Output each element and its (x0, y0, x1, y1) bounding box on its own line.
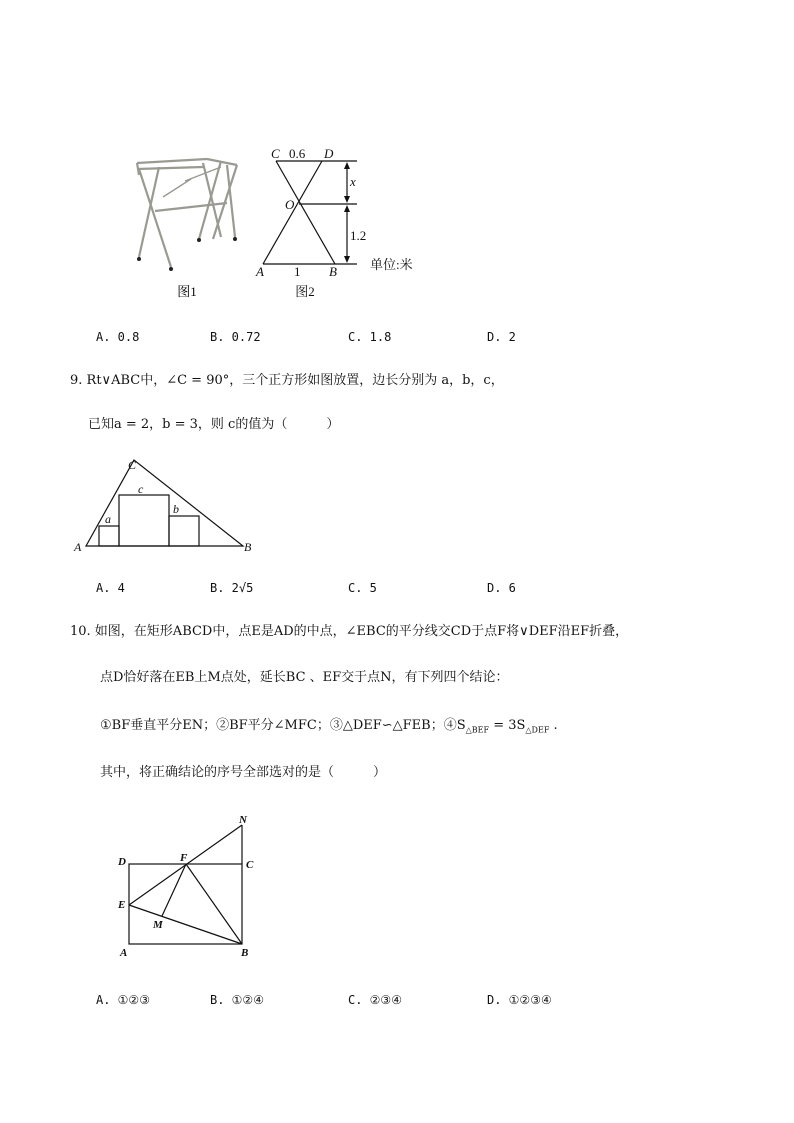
q10-stem-line4: 其中，将正确结论的序号全部选对的是（ ） (100, 765, 387, 780)
label-B: B (329, 264, 337, 279)
q10-conclusions-mid: = 3S (489, 718, 526, 733)
q10-label-D: D (118, 856, 126, 868)
q10-sub-def: △DEF (525, 725, 550, 735)
q10-label-M: M (153, 919, 163, 931)
q8-figures (125, 145, 445, 305)
q9-label-c: c (138, 482, 144, 496)
q9-option-a[interactable]: A. 4 (96, 581, 125, 595)
label-A: A (256, 264, 264, 279)
q9-option-c[interactable]: C. 5 (348, 581, 377, 595)
q9-option-b[interactable]: B. 2√5 (210, 581, 254, 595)
label-C: C (271, 146, 280, 161)
q10-stem-line1: 10. 如图，在矩形ABCD中，点E是AD的中点，∠EBC的平分线交CD于点F将∨DEF沿EF折叠， (70, 624, 629, 639)
q9-label-b: b (173, 502, 179, 516)
fig2-caption: 图2 (295, 284, 315, 299)
drying-rack-figure (137, 159, 237, 267)
label-bottom-length: 1 (294, 264, 301, 279)
q9-option-d[interactable]: D. 6 (487, 581, 516, 595)
q10-label-F: F (180, 852, 188, 864)
q10-conclusions-end: . (549, 718, 558, 733)
q9-figure (70, 455, 270, 555)
q8-option-a[interactable]: A. 0.8 (96, 330, 140, 344)
q9-label-a: a (105, 512, 111, 526)
q9-label-C: C (128, 458, 137, 472)
q8-option-c[interactable]: C. 1.8 (348, 330, 392, 344)
q9-label-A: A (74, 540, 82, 554)
q10-label-B: B (241, 947, 249, 959)
q10-label-A: A (120, 947, 128, 959)
fig2-diagram (263, 161, 357, 264)
q10-option-d[interactable]: D. ①②③④ (487, 993, 552, 1007)
label-D: D (324, 146, 334, 161)
q10-label-E: E (118, 899, 126, 911)
q9-label-B: B (244, 540, 252, 554)
q10-option-b[interactable]: B. ①②④ (210, 993, 264, 1007)
q10-label-N: N (239, 814, 247, 826)
label-x: x (350, 174, 356, 189)
q10-option-a[interactable]: A. ①②③ (96, 993, 150, 1007)
q10-sub-bef: △BEF (465, 725, 490, 735)
q10-stem-line2: 点D恰好落在EB上M点处，延长BC 、EF交于点N，有下列四个结论： (100, 670, 509, 685)
q9-stem-line1: 9. Rt∨ABC中，∠C = 90°，三个正方形如图放置，边长分别为 a，b，c， (70, 373, 504, 388)
q10-conclusions-main: ①BF垂直平分EN；②BF平分∠MFC；③△DEF∽△FEB；④S (100, 718, 466, 733)
label-O: O (285, 197, 295, 212)
label-height: 1.2 (350, 228, 367, 243)
q10-label-C: C (246, 859, 254, 871)
q8-option-b[interactable]: B. 0.72 (210, 330, 261, 344)
q8-option-d[interactable]: D. 2 (487, 330, 516, 344)
q10-figure (110, 805, 270, 965)
fig1-caption: 图1 (177, 284, 197, 299)
q10-conclusions (100, 718, 558, 739)
label-top-length: 0.6 (289, 146, 306, 161)
unit-label: 单位:米 (370, 257, 413, 272)
q10-option-c[interactable]: C. ②③④ (348, 993, 402, 1007)
q9-stem-line2: 已知a = 2，b = 3，则 c的值为（ ） (88, 417, 340, 432)
